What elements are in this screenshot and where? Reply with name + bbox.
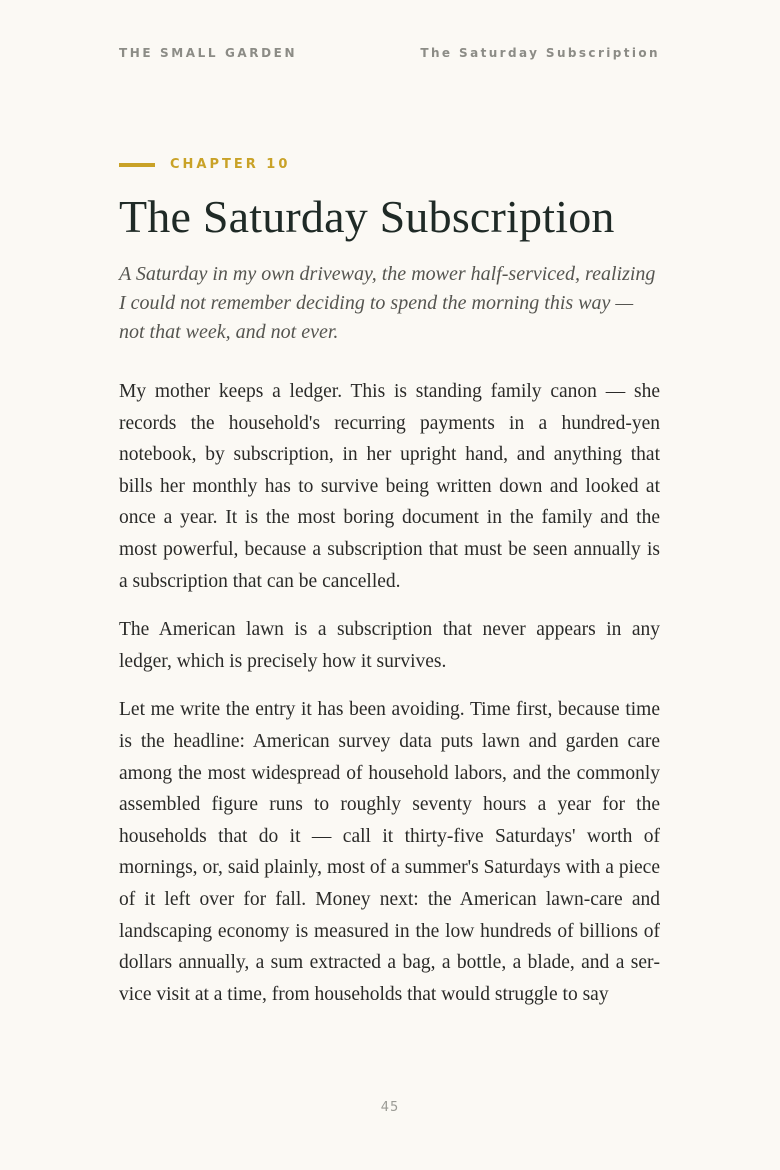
running-head	[119, 46, 660, 60]
paragraph: My mother keeps a ledger. This is standing family canon — she records the household's recurring payments in a hundred-yen notebook, by subscription, in her upright hand, and anything that bills her monthly has to survive being written down and looked at once a year. It is the most boring document in the family and the most powerful, because a subscription that must be seen annually is a subscription that can be cancelled.	[119, 381, 660, 592]
running-head-chapter-title: The Saturday Subscription	[420, 46, 660, 60]
chapter-label	[119, 157, 290, 172]
body-text	[119, 376, 660, 1027]
page-number: 45	[380, 1100, 400, 1115]
chapter-epigraph: A Saturday in my own driveway, the mower half-serviced, realizing I could not remember deciding to spend the morning this way — not that week, and not ever.	[119, 263, 656, 343]
running-head-book-title: THE SMALL GARDEN	[119, 46, 298, 60]
chapter-number: CHAPTER 10	[170, 157, 291, 172]
paragraph: Let me write the entry it has been avoiding. Time first, because time is the headline: American survey data puts lawn and garden care among the most widespread of household labors, and the commonly assembled figure runs to roughly seventy hours a year for the households that do it — call it thirty-five Saturdays' worth of mornings, or, said plainly, most of a summer's Saturdays with a piece of it left over for fall. Money next: the American lawn-care and landscaping economy is measured in the low hundreds of billions of dollars annually, a sum extracted a bag, a bottle, a blade, and a service visit at a time, from households that would struggle to say	[119, 699, 660, 1005]
chapter-title: The Saturday Subscription	[119, 191, 615, 242]
paragraph: The American lawn is a subscription that never appears in any ledger, which is precisely how it survives.	[119, 619, 660, 672]
chapter-rule	[119, 163, 155, 167]
